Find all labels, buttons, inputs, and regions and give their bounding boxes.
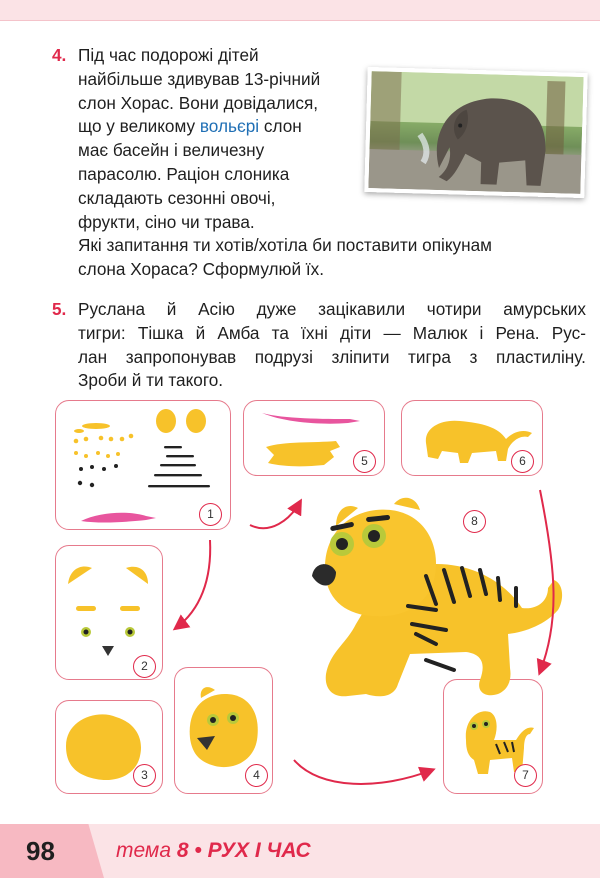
word: Рена. — [495, 322, 540, 343]
theme-title — [116, 839, 311, 863]
task-4-text-part: слон — [259, 116, 302, 137]
task-5-line: Зроби й ти такого. — [78, 370, 224, 391]
enclosure-link[interactable]: вольєрі — [199, 116, 260, 137]
word: Амба — [217, 322, 260, 343]
theme-number: 8 — [176, 839, 189, 862]
word: Тішка — [137, 322, 184, 343]
task-4-line: найбільше здивував 13-річний — [78, 68, 321, 89]
word: пластиліну. — [495, 346, 586, 367]
word: й — [166, 299, 177, 319]
word: амурських — [503, 299, 586, 319]
top-divider — [0, 20, 600, 21]
word: діти — [339, 322, 372, 343]
word: тигра — [408, 346, 451, 367]
step-badge: 2 — [133, 655, 156, 678]
step-badge: 8 — [463, 510, 486, 533]
task-4-line: складають сезонні овочі, — [78, 187, 276, 208]
task-4-question — [78, 234, 578, 282]
step-badge: 6 — [511, 450, 534, 473]
task-5-line — [78, 298, 586, 322]
step-arrows — [0, 390, 600, 810]
word: тигри: — [78, 322, 126, 343]
task-4-text — [78, 44, 368, 234]
word: Рус- — [551, 322, 586, 343]
word: Асію — [198, 299, 235, 319]
elephant-illustration — [368, 71, 583, 194]
word: дуже — [256, 299, 297, 319]
word: чотири — [426, 299, 482, 319]
word: лан — [78, 346, 108, 367]
task-4-line — [78, 115, 368, 139]
task-5-number: 5. — [52, 299, 67, 319]
page-number: 98 — [26, 836, 55, 866]
word: і — [479, 322, 484, 343]
word: з — [469, 346, 478, 367]
word: запропонував — [125, 346, 237, 367]
word: — — [383, 322, 401, 343]
word: їхні — [301, 322, 328, 343]
task-5-text — [78, 298, 586, 393]
word: зацікавили — [318, 299, 406, 319]
word: Руслана — [78, 299, 146, 319]
task-4-line: має басейн і величезну — [78, 140, 265, 161]
page-footer — [0, 824, 600, 878]
word: та — [271, 322, 289, 343]
task-5-line — [78, 322, 586, 346]
task-4-line: фрукти, сіно чи трава. — [78, 211, 255, 232]
theme-label: тема — [116, 839, 172, 862]
task-5-line — [78, 346, 586, 370]
step-badge: 5 — [353, 450, 376, 473]
theme-name: • РУХ І ЧАС — [194, 839, 311, 862]
step-badge: 3 — [133, 764, 156, 787]
word: зліпити — [331, 346, 390, 367]
task-4-text-part: що у великому — [78, 116, 200, 137]
elephant-photo — [364, 67, 587, 198]
word: подрузі — [254, 346, 313, 367]
word: й — [195, 322, 206, 343]
question-line: слона Хораса? Сформулюй їх. — [78, 258, 324, 279]
question-line: Які запитання ти хотів/хотіла би поставити опікунам — [78, 235, 492, 255]
task-4-line: слон Хорас. Вони довідалися, — [78, 92, 319, 113]
step-badge: 7 — [514, 764, 537, 787]
task-4-number: 4. — [52, 45, 67, 65]
task-4-line: парасолю. Раціон слоника — [78, 163, 290, 184]
step-badge: 4 — [245, 764, 268, 787]
task-4-line: Під час подорожі дітей — [78, 45, 259, 65]
step-badge: 1 — [199, 503, 222, 526]
word: Малюк — [412, 322, 468, 343]
top-band — [0, 0, 600, 20]
